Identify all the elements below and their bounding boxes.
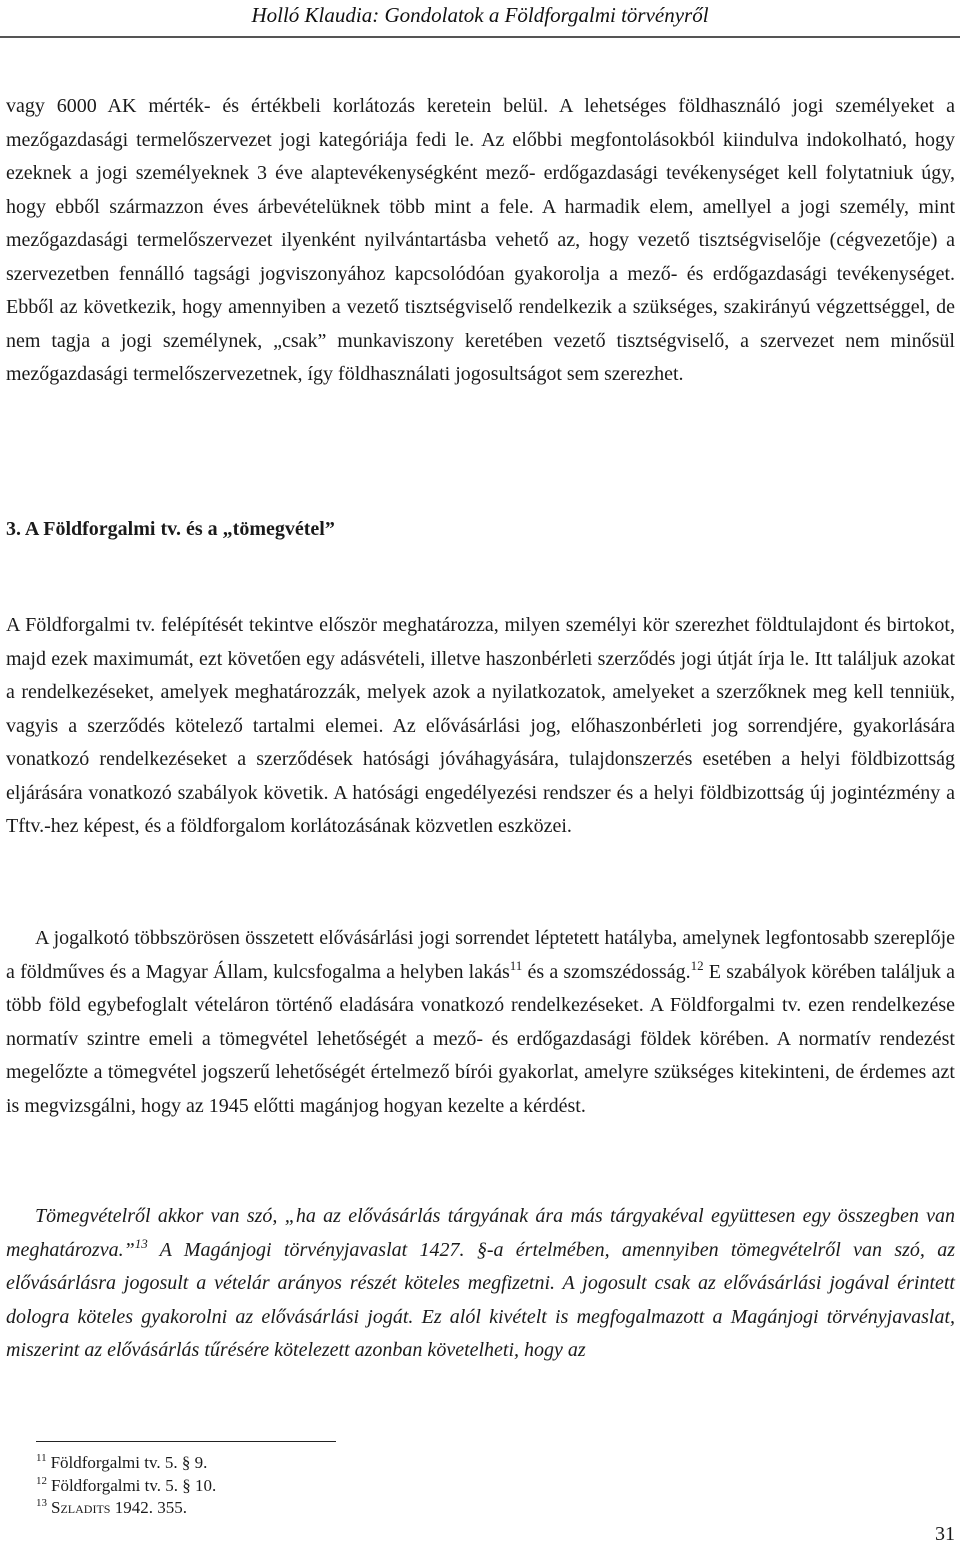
header-rule <box>0 36 960 38</box>
paragraph-3-text-a: A jogalkotó többszörösen összetett elővásárlási jogi sorrendet léptetett hatályba, amelynek legfontosabb szereplője a földműves és a Magyar Állam, kulcsfogalma a helyben lakás <box>6 927 955 983</box>
header-separator: : <box>372 3 385 27</box>
footnote-ref-12[interactable]: 12 <box>690 957 704 973</box>
header-title: Gondolatok a Földforgalmi törvényről <box>384 3 709 27</box>
footnote-number: 13 <box>36 1497 47 1509</box>
paragraph-4-text-a: Tömegvételről akkor van szó, „ha az elővásárlás tárgyának ára más tárgyakéval együttesen egy összegben van meghatározva.” <box>6 1205 955 1261</box>
footnote-ref-13[interactable]: 13 <box>134 1235 148 1251</box>
footnote-author: Szladits <box>51 1498 111 1517</box>
page-number: 31 <box>935 1523 955 1545</box>
footnote-text: Földforgalmi tv. 5. § 9. <box>50 1453 208 1472</box>
footnote-text: Földforgalmi tv. 5. § 10. <box>51 1475 217 1495</box>
paragraph-3-text-c: E szabályok körében találjuk a több föld egybefoglalt vételáron történő eladására vonatkozó rendelkezéseket. A Földforgalmi tv. ezen rendelkezése normatív szintre emeli a tömegvétel lehetőségét a mező- és erdőgazdasági földek körében. A normatív rendezést megelőzte a tömegvétel jogszerű lehetőségét értelmező bírói gyakorlat, amelyre szükséges kitekinteni, de érdemes azt is megvizsgálni, hogy az 1945 előtti magánjog hogyan kezelte a kérdést. <box>6 960 956 1117</box>
paragraph-1: vagy 6000 AK mérték- és értékbeli korlátozás keretein belül. A lehetséges földhasználó jogi személyeket a mezőgazdasági termelőszervezet jogi kategóriája fedi le. Az előbbi megfontolásokból kiindulva indokolható, hogy ezeknek a jogi személyeknek 3 éve alaptevékenységként mező- erdőgazdasági tevékenységet kell folytatniuk úgy, hogy ebből származzon éves árbevételüknek több mint a fele. A harmadik elem, amellyel a jogi személy, mint mezőgazdasági termelőszervezet ilyenként nyilvántartásba vehető az, hogy vezető tisztségviselője (cégvezetője) a szervezetben fennálló tagsági jogviszonyához kapcsolódóan gyakorolja a mező- és erdőgazdasági tevékenységet. Ebből az következik, hogy amennyiben a vezető tisztségviselő rendelkezik a szükséges, szakirányú végzettséggel, de nem tagja a jogi személynek, „csak” munkaviszony keretében vezető tisztségviselő, a szervezet nem minősül mezőgazdasági termelőszervezetnek, így földhasználati jogosultságot sem szerezhet. <box>6 95 955 385</box>
header-author: Holló Klaudia <box>251 3 373 27</box>
paragraph-3-text-b: és a szomszédosság. <box>522 960 691 983</box>
footnote-number: 11 <box>36 1452 47 1464</box>
footnote-13 <box>36 1497 636 1520</box>
footnote-11 <box>36 1452 636 1475</box>
footnote-ref-11[interactable]: 11 <box>509 957 523 973</box>
footnote-rule <box>36 1441 336 1442</box>
footnote-number: 12 <box>36 1474 47 1487</box>
footnotes <box>36 1452 636 1520</box>
section-heading: 3. A Földforgalmi tv. és a „tömegvétel” <box>6 518 335 540</box>
paragraph-3 <box>6 922 955 1123</box>
footnote-text: 1942. 355. <box>110 1498 187 1517</box>
paragraph-2: A Földforgalmi tv. felépítését tekintve először meghatározza, milyen személyi kör szerezhet földtulajdont és birtokot, majd ezek maximumát, ezt követően egy adásvételi, illetve haszonbérleti szerződés jogi útját írja le. Itt találjuk azokat a rendelkezéseket, amelyek meghatározzák, melyek azok a nyilatkozatok, amelyeket a szerzőknek meg kell tenniük, vagyis a szerződés kötelező tartalmi elemei. Az elővásárlási jog, előhaszonbérleti jog sorrendjére, gyakorlására vonatkozó rendelkezéseket a szerződések hatósági jóváhagyására, tulajdonszerzés esetében a helyi földbizottság eljárására vonatkozó szabályok követik. A hatósági engedélyezési rendszer és a helyi földbizottság új jogintézmény a Tftv.-hez képest, és a földforgalom korlátozásának közvetlen eszközei. <box>6 614 955 837</box>
paragraph-4-text-b: A Magánjogi törvényjavaslat 1427. §-a értelmében, amennyiben tömegvételről van szó, az elővásárlásra jogosult a vételár arányos részét köteles megfizetni. A jogosult csak az elővásárlási jogával érintett dologra köteles gyakorolni az elővásárlási jogát. Ez alól kivételt is megfogalmazott a Magánjogi törvényjavaslat, miszerint az elővásárlás tűrésére kötelezett azonban követelheti, hogy az <box>6 1238 955 1361</box>
running-header <box>0 3 960 28</box>
footnote-12 <box>36 1475 636 1498</box>
paragraph-4 <box>6 1200 955 1368</box>
